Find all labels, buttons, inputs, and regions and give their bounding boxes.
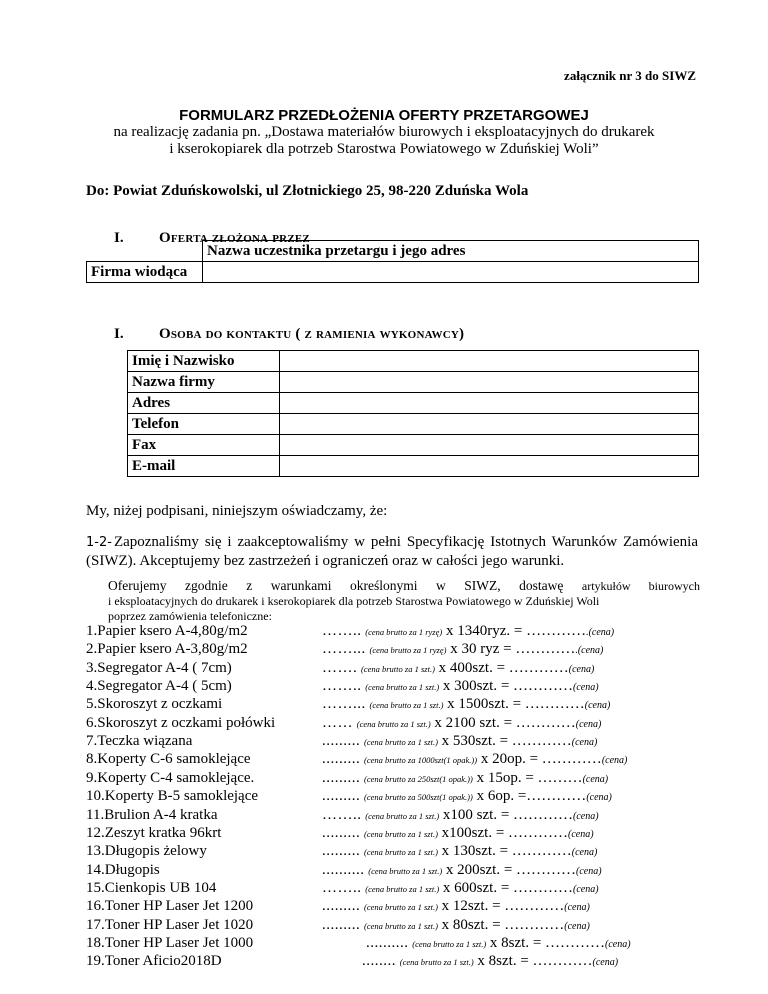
- item-name: 11.Brulion A-4 kratka: [86, 806, 218, 823]
- price-note: (cena brutto za 1 szt.): [365, 883, 440, 894]
- offer-line-1-main: Oferujemy zgodnie z warunkami określonymi w SIWZ, dostawę: [108, 578, 564, 593]
- item-price-line[interactable]: [322, 807, 599, 824]
- section-2-title: [159, 326, 464, 343]
- form-subtitle: [0, 124, 768, 158]
- item-name: 8.Koperty C-6 samoklejące: [86, 751, 251, 768]
- offer-line-1-tail: artykułów biurowych: [581, 579, 701, 593]
- price-blank[interactable]: ..........: [366, 934, 409, 951]
- quantity-total: x 600szt. = …………: [442, 879, 574, 896]
- addressee: Do: Powiat Zduńskowolski, ul Złotnickiego 25, 98-220 Zduńska Wola: [86, 183, 529, 199]
- quantity-total: x 6op. =…………: [476, 788, 587, 805]
- item-price-line[interactable]: [322, 641, 603, 658]
- bidder-header-table: [202, 240, 699, 262]
- total-label: (cena): [584, 700, 611, 712]
- price-note: (cena brutto za 1 szt.): [368, 865, 443, 876]
- total-label: (cena): [573, 682, 599, 694]
- price-note: (cena brutto za 1 szt.): [364, 920, 438, 931]
- price-blank[interactable]: .........: [322, 824, 361, 841]
- quantity-total: x 12szt. = …………: [441, 898, 565, 915]
- offer-line-1: [108, 578, 700, 594]
- item-price-line[interactable]: [322, 733, 597, 750]
- item-price-line[interactable]: [362, 953, 618, 970]
- total-label: (cena): [573, 810, 599, 822]
- contact-value[interactable]: [280, 435, 699, 456]
- price-blank[interactable]: ……: [322, 714, 353, 731]
- price-note: (cena brutto za 1 szt.): [356, 718, 431, 729]
- contact-table: [127, 350, 699, 477]
- price-blank[interactable]: ........: [362, 953, 396, 970]
- item-price-line[interactable]: [322, 623, 614, 640]
- item-price-line[interactable]: [322, 898, 590, 915]
- item-price-line[interactable]: [322, 770, 608, 787]
- price-blank[interactable]: ……..: [322, 806, 362, 823]
- price-note: (cena brutto za 500szt(1 opak.)): [364, 792, 473, 803]
- offer-line-3: poprzez zamówienia telefoniczne:: [108, 609, 272, 623]
- contact-label: Telefon: [128, 414, 280, 435]
- item-price-line[interactable]: [322, 678, 599, 695]
- section-2-number: I.: [114, 326, 124, 342]
- total-label: (cena): [601, 755, 628, 767]
- total-label: (cena): [576, 865, 602, 877]
- item-name: 4.Segregator A-4 ( 5cm): [86, 678, 232, 695]
- price-blank[interactable]: ……...: [322, 641, 366, 658]
- price-blank[interactable]: .........: [322, 898, 361, 915]
- price-blank[interactable]: ..........: [322, 861, 365, 878]
- item-name: 15.Cienkopis UB 104: [86, 879, 217, 896]
- bidder-header-cell: Nazwa uczestnika przetargu i jego adres: [203, 241, 699, 262]
- price-blank[interactable]: .........: [322, 751, 361, 768]
- item-price-line[interactable]: [322, 843, 597, 860]
- item-name: 6.Skoroszyt z oczkami połówki: [86, 714, 276, 731]
- annex-label: załącznik nr 3 do SIWZ: [564, 68, 696, 83]
- item-name: 19.Toner Aficio2018D: [86, 953, 222, 970]
- price-blank[interactable]: .........: [322, 843, 361, 860]
- quantity-total: x 8szt. = …………: [477, 953, 593, 970]
- price-blank[interactable]: ……...: [322, 696, 366, 713]
- item-name: 10.Koperty B-5 samoklejące: [86, 788, 259, 805]
- section-2-title-sub: ( z ramienia wykonawcy): [295, 326, 465, 342]
- price-note: (cena brutto za 1 szt.): [369, 700, 444, 711]
- subtitle-line-1: na realizację zadania pn. „Dostawa materiałów biurowych i eksploatacyjnych do drukarek: [113, 124, 655, 140]
- item-price-line[interactable]: [322, 696, 610, 713]
- quantity-total: x 400szt. = …………: [438, 659, 569, 676]
- total-label: .(cena): [575, 645, 604, 657]
- quantity-total: x 300szt. = …………: [442, 678, 574, 695]
- total-label: (cena): [571, 737, 598, 749]
- price-note: (cena brutto za 1 szt.): [361, 663, 435, 674]
- declaration-text: Zapoznaliśmy się i zaakceptowaliśmy w pełni Specyfikację Istotnych Warunków Zamówienia (SIWZ). Akceptujemy bez zastrzeżeń i ograniczeń oraz w całości jego warunki.: [86, 534, 698, 569]
- quantity-total: x 20op. = …………: [480, 751, 602, 768]
- total-label: (cena): [605, 938, 631, 950]
- item-name: 1.Papier ksero A-4,80g/m2: [86, 623, 248, 639]
- total-label: (cena): [586, 792, 612, 804]
- total-label: (cena): [568, 828, 594, 840]
- item-price-line[interactable]: [322, 751, 627, 768]
- contact-label: Nazwa firmy: [128, 372, 280, 393]
- offer-line-2: i eksploatacyjnych do drukarek i kserokopiarek dla potrzeb Starostwa Powiatowego w Zduńskiej Woli: [108, 594, 600, 608]
- item-name: 2.Papier ksero A-3,80g/m2: [86, 641, 248, 658]
- contact-value[interactable]: [280, 372, 699, 393]
- item-price-line[interactable]: [322, 825, 594, 842]
- quantity-total: x 530szt. = …………: [441, 733, 572, 750]
- total-label: (cena): [568, 663, 595, 675]
- form-title: FORMULARZ PRZEDŁOŻENIA OFERTY PRZETARGOWEJ: [179, 107, 589, 124]
- item-price-line[interactable]: [322, 715, 601, 732]
- price-note: (cena brutto za 1 szt.): [364, 902, 438, 913]
- bullet-symbols-icon: 1-2-: [86, 535, 112, 550]
- total-label: (cena): [592, 957, 619, 969]
- price-note: (cena brutto za 1 szt.): [364, 828, 438, 839]
- section-2-title-main: Osoba do kontaktu: [159, 326, 292, 342]
- total-label: (cena): [582, 773, 609, 785]
- contact-label: E-mail: [128, 456, 280, 477]
- price-note: (cena brutto za 1 szt.): [364, 847, 438, 858]
- quantity-total: x 200szt. = …………: [445, 861, 577, 878]
- lead-firm-value[interactable]: [203, 262, 699, 283]
- item-name: 9.Koperty C-4 samoklejące.: [86, 769, 255, 786]
- price-blank[interactable]: .........: [322, 916, 361, 933]
- total-label: (cena): [564, 920, 590, 932]
- quantity-total: x 2100 szt. = …………: [434, 714, 576, 731]
- item-name: 13.Długopis żelowy: [86, 843, 207, 860]
- quantity-total: x 130szt. = …………: [441, 843, 572, 860]
- total-label: (cena): [571, 847, 598, 859]
- contact-label: Fax: [128, 435, 280, 456]
- section-1-number: I.: [114, 230, 124, 246]
- item-name: 3.Segregator A-4 ( 7cm): [86, 659, 232, 676]
- price-note: (cena brutto za 1 szt.): [365, 682, 440, 693]
- price-blank[interactable]: ……..: [322, 879, 362, 896]
- contact-value[interactable]: [280, 351, 699, 372]
- item-price-line[interactable]: [322, 880, 599, 897]
- bidder-table: [86, 261, 699, 283]
- item-price-line[interactable]: [366, 935, 631, 952]
- quantity-total: x 1500szt. = …………: [447, 696, 585, 713]
- section-1-title: Oferta złożona przez: [159, 230, 310, 246]
- quantity-total: x100szt. = …………: [441, 824, 569, 841]
- price-blank[interactable]: .........: [322, 733, 361, 750]
- price-note: (cena brutto za 1 ryzę): [369, 645, 447, 656]
- price-blank[interactable]: ……..: [322, 623, 362, 639]
- item-name: 12.Zeszyt kratka 96krt: [86, 824, 222, 841]
- contact-label: Imię i Nazwisko: [128, 351, 280, 372]
- item-price-line[interactable]: [322, 788, 612, 805]
- quantity-total: x 80szt. = …………: [441, 916, 565, 933]
- offer-paragraph: [108, 578, 700, 624]
- quantity-total: x 1340ryz. = …………: [445, 623, 587, 639]
- quantity-total: x 8szt. = …………: [489, 934, 606, 951]
- contact-value[interactable]: [280, 393, 699, 414]
- contact-value[interactable]: [280, 414, 699, 435]
- item-name: 14.Długopis: [86, 861, 160, 878]
- item-price-line[interactable]: [322, 917, 590, 934]
- price-blank[interactable]: .........: [322, 769, 361, 786]
- total-label: (cena): [564, 902, 590, 914]
- price-note: (cena brutto za 1 szt.): [399, 957, 474, 968]
- price-note: (cena brutto za 1 szt.): [364, 737, 438, 748]
- total-label: (cena): [575, 718, 602, 730]
- subtitle-line-2: i kserokopiarek dla potrzeb Starostwa Powiatowego w Zduńskiej Woli”: [169, 141, 599, 157]
- price-blank[interactable]: ……..: [322, 678, 362, 695]
- quantity-total: x 30 ryz = …………: [450, 641, 576, 658]
- price-note: (cena brutto za 1 szt.): [412, 938, 487, 949]
- item-price-line[interactable]: [322, 862, 602, 879]
- price-note: (cena brutto za 250szt(1 opak.)): [364, 773, 473, 784]
- declaration-paragraph: [86, 533, 698, 570]
- item-name: 17.Toner HP Laser Jet 1020: [86, 916, 254, 933]
- total-label: (cena): [573, 883, 599, 895]
- price-note: (cena brutto za 1000szt(1 opak.)): [364, 755, 478, 766]
- item-name: 7.Teczka wiązana: [86, 733, 193, 750]
- item-name: 16.Toner HP Laser Jet 1200: [86, 898, 254, 915]
- item-name: 18.Toner HP Laser Jet 1000: [86, 934, 254, 951]
- price-blank[interactable]: …….: [322, 659, 358, 676]
- lead-firm-label: Firma wiodąca: [87, 262, 203, 283]
- price-blank[interactable]: .........: [322, 788, 361, 805]
- contact-value[interactable]: [280, 456, 699, 477]
- contact-label: Adres: [128, 393, 280, 414]
- total-label: .(cena): [586, 627, 615, 638]
- quantity-total: x 15op. = ………: [476, 769, 583, 786]
- declaration-intro: My, niżej podpisani, niniejszym oświadczamy, że:: [86, 503, 388, 519]
- item-name: 5.Skoroszyt z oczkami: [86, 696, 223, 713]
- quantity-total: x100 szt. = …………: [442, 806, 574, 823]
- item-price-line[interactable]: [322, 660, 594, 677]
- price-note: (cena brutto za 1 szt.): [365, 810, 440, 821]
- price-note: (cena brutto za 1 ryzę): [365, 627, 443, 637]
